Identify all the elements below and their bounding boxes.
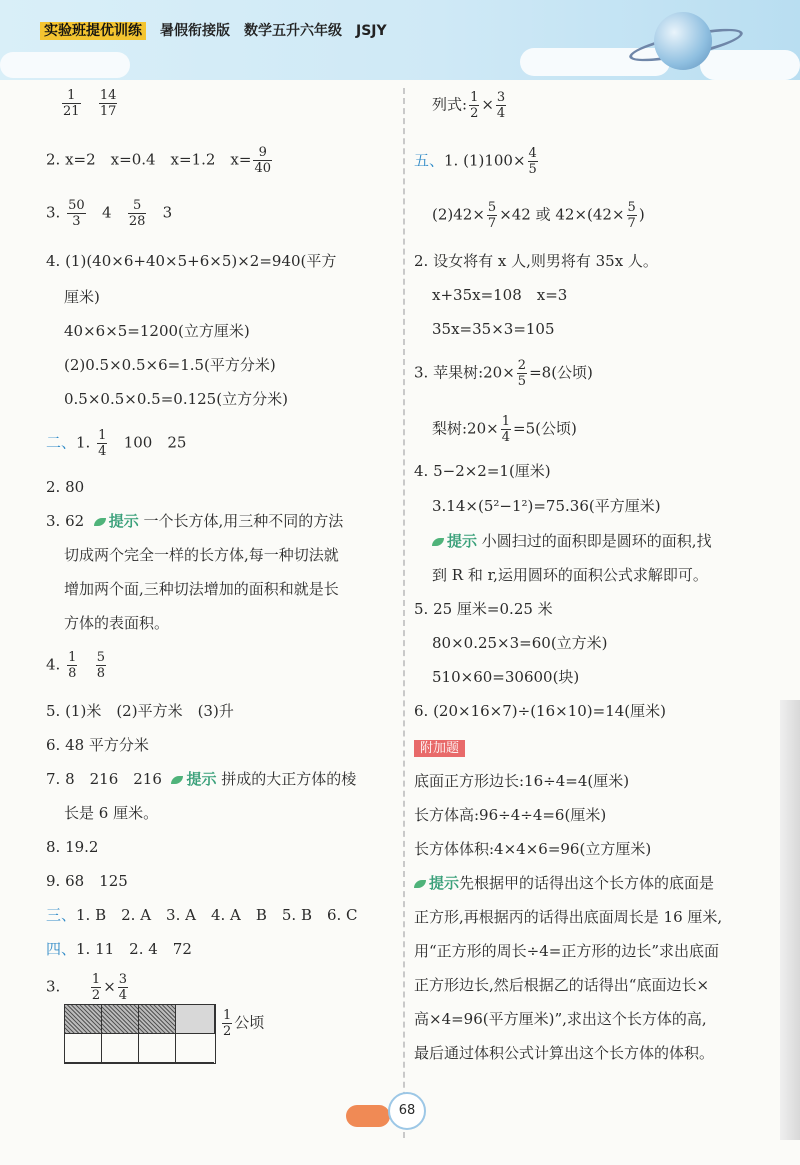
answer-line: 0.5×0.5×0.5=0.125(立方分米) — [64, 390, 288, 408]
grid-cell — [176, 1005, 215, 1034]
answer-line: 4. 5−2×2=1(厘米) — [414, 462, 551, 480]
page-edge — [780, 700, 800, 1140]
answer-line: 到 R 和 r,运用圆环的面积公式求解即可。 — [432, 566, 708, 584]
area-label: $\frac{1}{2}$ 公顷 — [223, 1008, 265, 1039]
page-number: 68 — [388, 1092, 426, 1130]
answer-line: (2)42× $\frac{5}{7}$ ×42 或 42×(42× $\frac{5}{7}$ ) — [432, 200, 645, 231]
answer-line: 4. (1)(40×6+40×5+6×5)×2=940(平方 — [46, 252, 337, 270]
grid-cell — [139, 1005, 176, 1034]
answer-line: x+35x=108 x=3 — [432, 286, 568, 304]
header-text — [40, 20, 401, 40]
grid-cell — [102, 1034, 139, 1063]
grid-cell — [65, 1034, 102, 1063]
column-divider — [403, 88, 405, 1138]
answer-line: 510×60=30600(块) — [432, 668, 580, 686]
leaf-icon — [414, 880, 426, 888]
grid-cell — [65, 1005, 102, 1034]
answer-line: 3. $\frac{50}{3}$ 4 $\frac{5}{28}$ 3 — [46, 198, 173, 229]
answer-line: 8. 19.2 — [46, 838, 99, 856]
answer-line: 长方体高:96÷4÷4=6(厘米) — [414, 806, 607, 824]
section-3: 三、1. B 2. A 3. A 4. A B 5. B 6. C — [46, 906, 358, 924]
answer-line: 2. 设女将有 x 人,则男将有 35x 人。 — [414, 252, 658, 270]
answer-line: 梨树:20× $\frac{1}{4}$ =5(公顷) — [432, 414, 577, 445]
bonus-tag: 附加题 — [414, 738, 465, 758]
header — [0, 0, 800, 80]
answer-line: (2)0.5×0.5×6=1.5(平方分米) — [64, 356, 276, 374]
answer-line: 方体的表面积。 — [64, 614, 170, 632]
answer-line: 长方体体积:4×4×6=96(立方厘米) — [414, 840, 652, 858]
answer-line: 底面正方形边长:16÷4=4(厘米) — [414, 772, 630, 790]
fraction-grid — [64, 1004, 216, 1064]
answer-line: 3. $\frac{1}{2}$ × $\frac{3}{4}$ — [46, 972, 128, 1003]
answer-line: 7. 8 216 216 提示 拼成的大正方体的棱 — [46, 770, 357, 788]
section-4: 四、1. 11 2. 4 72 — [46, 940, 192, 958]
answer-line: 6. (20×16×7)÷(16×10)=14(厘米) — [414, 702, 667, 720]
grid-cell — [102, 1005, 139, 1034]
answer-line: 3. 62 提示 一个长方体,用三种不同的方法 — [46, 512, 344, 530]
answer-line: 切成两个完全一样的长方体,每一种切法就 — [64, 546, 339, 564]
brand: 实验班提优训练 — [40, 22, 146, 40]
answer-line: 列式: $\frac{1}{2}$ × $\frac{3}{4}$ — [432, 90, 506, 121]
answer-line: 9. 68 125 — [46, 872, 128, 890]
section-5: 五、1. (1)100× $\frac{4}{5}$ — [414, 146, 537, 177]
answer-line: $\frac{1}{21}$ $\frac{14}{17}$ — [63, 88, 117, 119]
leaf-icon — [171, 776, 183, 784]
answer-line: 40×6×5=1200(立方厘米) — [64, 322, 250, 340]
answer-line: 用“正方形的周长÷4=正方形的边长”求出底面 — [414, 942, 720, 960]
code: JSJY — [356, 23, 387, 39]
grid-cell — [176, 1034, 214, 1063]
series: 暑假衔接版 — [160, 23, 230, 39]
answer-line: 正方形,再根据丙的话得出底面周长是 16 厘米, — [414, 908, 723, 926]
cloud — [700, 50, 800, 80]
answer-line: 增加两个面,三种切法增加的面积和就是长 — [64, 580, 339, 598]
hint-line: 提示 小圆扫过的面积即是圆环的面积,找 — [432, 532, 712, 551]
hint-line: 提示先根据甲的话得出这个长方体的底面是 — [414, 874, 714, 893]
answer-line: 高×4=96(平方厘米)”,求出这个长方体的高, — [414, 1010, 707, 1028]
answer-line: 5. (1)米 (2)平方米 (3)升 — [46, 702, 234, 720]
answer-line: 5. 25 厘米=0.25 米 — [414, 600, 553, 618]
cloud — [0, 52, 130, 78]
grade: 数学五升六年级 — [244, 23, 342, 39]
answer-line: 4. $\frac{1}{8}$ $\frac{5}{8}$ — [46, 650, 105, 681]
answer-line: 6. 48 平方分米 — [46, 736, 149, 754]
grid-cell — [139, 1034, 176, 1063]
leaf-icon — [432, 538, 444, 546]
answer-line: 2. 80 — [46, 478, 85, 496]
answer-line: 2. x=2 x=0.4 x=1.2 x= $\frac{9}{40}$ — [46, 145, 272, 176]
answer-line: 35x=35×3=105 — [432, 320, 555, 338]
section-2: 二、1. $\frac{1}{4}$ 100 25 — [46, 428, 187, 459]
submarine-icon — [346, 1105, 390, 1127]
answer-line: 最后通过体积公式计算出这个长方体的体积。 — [414, 1044, 715, 1062]
answer-line: 80×0.25×3=60(立方米) — [432, 634, 608, 652]
leaf-icon — [94, 518, 106, 526]
answer-line: 3. 苹果树:20× $\frac{2}{5}$ =8(公顷) — [414, 358, 593, 389]
answer-line: 长是 6 厘米。 — [64, 804, 159, 822]
answer-line: 正方形边长,然后根据乙的话得出“底面边长× — [414, 976, 710, 994]
planet-icon — [654, 12, 712, 70]
answer-line: 厘米) — [64, 288, 100, 306]
answer-line: 3.14×(5²−1²)=75.36(平方厘米) — [432, 497, 661, 515]
